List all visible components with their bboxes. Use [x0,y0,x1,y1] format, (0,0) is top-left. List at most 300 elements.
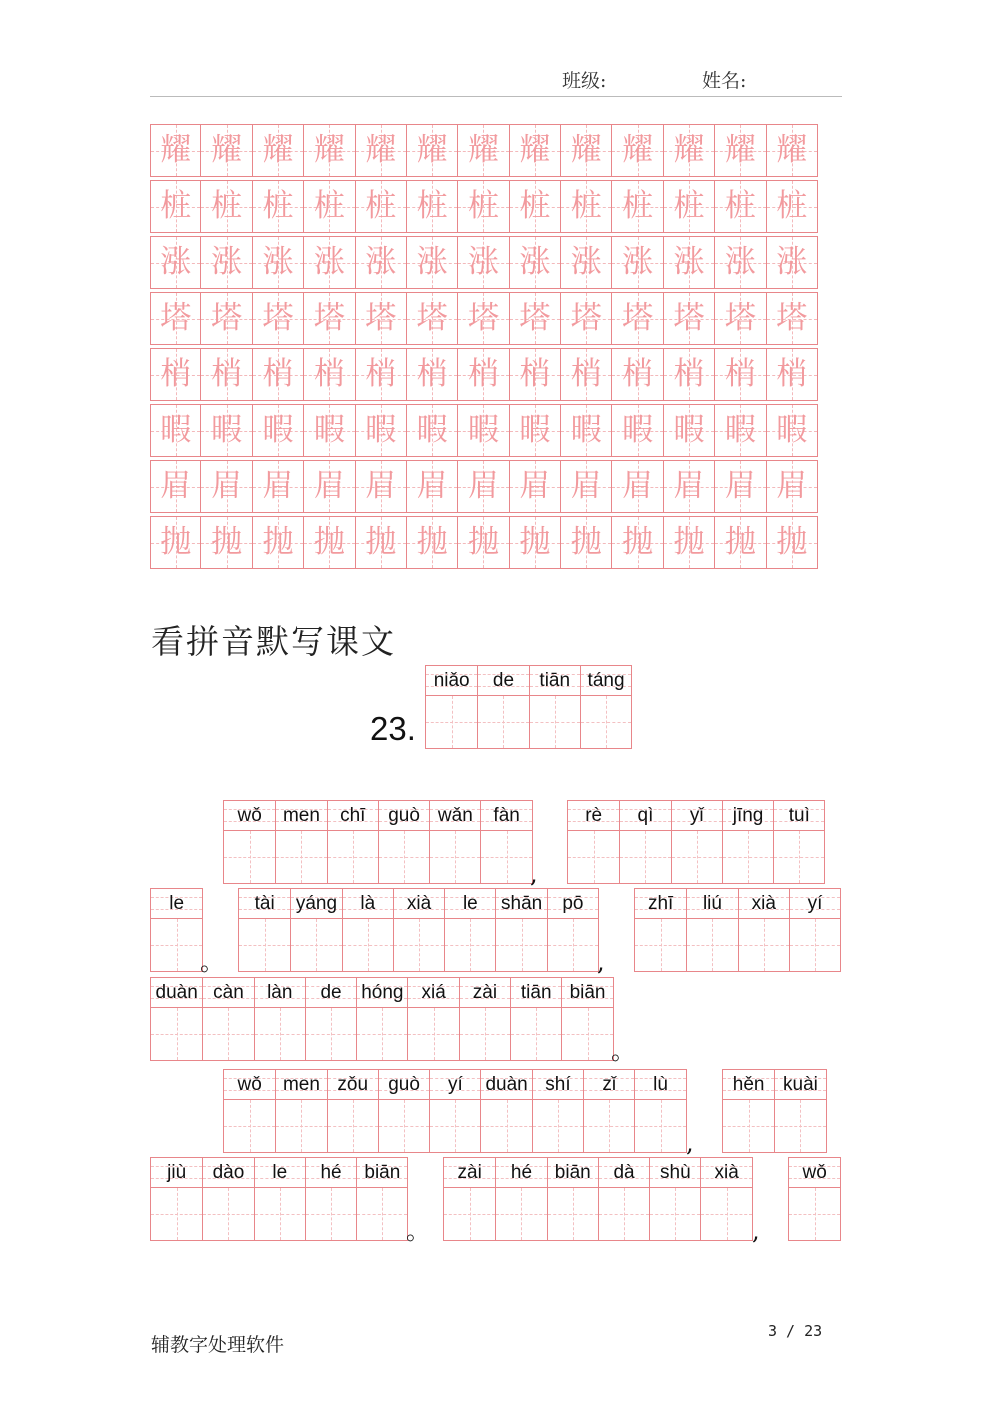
tracing-character: 抛 [160,524,192,560]
pinyin-text: wǎn [437,804,473,826]
pinyin-cell [480,801,531,883]
writing-box[interactable] [343,919,393,971]
tracing-character: 耀 [262,132,294,168]
practice-cell[interactable] [201,236,252,289]
practice-cell[interactable] [767,404,818,457]
pinyin-label [379,801,429,831]
writing-box[interactable] [224,1100,275,1152]
tracing-character: 桩 [211,188,243,224]
practice-cell[interactable] [356,348,407,401]
practice-cell[interactable] [458,404,509,457]
dictation-block [443,1157,753,1241]
writing-box[interactable] [328,1100,378,1152]
pinyin-cell [305,978,356,1060]
practice-cell[interactable] [767,124,818,177]
pinyin-text: chī [340,804,366,826]
practice-cell[interactable] [150,460,201,513]
pinyin-label [357,1158,407,1188]
practice-cell[interactable] [612,516,663,569]
pinyin-text: le [462,892,478,914]
writing-box[interactable] [568,831,619,883]
tracing-character: 眉 [467,468,499,504]
tracing-character: 涨 [673,244,705,280]
tracing-character: 暇 [416,412,448,448]
writing-box[interactable] [357,1188,407,1240]
practice-cell[interactable] [253,180,304,233]
tracing-character: 耀 [570,132,602,168]
pinyin-text: duàn [155,981,198,1003]
practice-cell[interactable] [201,348,252,401]
tracing-character: 梢 [211,356,243,392]
practice-cell[interactable] [612,292,663,345]
practice-cell[interactable] [253,124,304,177]
tracing-character: 眉 [262,468,294,504]
tracing-character: 抛 [313,524,345,560]
pinyin-label [530,666,580,696]
pinyin-text: zài [457,1161,482,1183]
writing-box[interactable] [701,1188,751,1240]
tracing-character: 暇 [776,412,808,448]
pinyin-cell [723,1070,774,1152]
writing-box[interactable] [530,696,580,748]
tracing-character: 涨 [467,244,499,280]
pinyin-label [562,978,612,1008]
writing-box[interactable] [790,919,840,971]
pinyin-label [496,889,546,919]
tracing-character: 塔 [570,300,602,336]
tracing-character: 桩 [365,188,397,224]
writing-box[interactable] [562,1008,612,1060]
practice-cell[interactable] [304,292,355,345]
practice-cell[interactable] [407,124,458,177]
pinyin-label [394,889,444,919]
writing-box[interactable] [203,1188,253,1240]
tracing-character: 梢 [262,356,294,392]
practice-cell[interactable] [356,236,407,289]
pinyin-cell [635,889,686,971]
pinyin-text: de [492,669,515,691]
writing-box[interactable] [739,919,789,971]
writing-box[interactable] [533,1100,583,1152]
writing-box[interactable] [650,1188,700,1240]
practice-cell[interactable] [304,516,355,569]
tracing-character: 桩 [776,188,808,224]
practice-cell[interactable] [664,348,715,401]
dictation-block [150,888,203,972]
practice-cell[interactable] [150,236,201,289]
writing-box[interactable] [548,919,598,971]
practice-cell[interactable] [715,404,766,457]
dictation-block [567,800,825,884]
dictation-block [634,888,841,972]
pinyin-cell [429,1070,480,1152]
practice-cell[interactable] [253,460,304,513]
practice-cell[interactable] [715,292,766,345]
pinyin-text: wǒ [237,804,262,826]
writing-box[interactable] [635,919,686,971]
pinyin-label [739,889,789,919]
pinyin-label [239,889,290,919]
writing-box[interactable] [357,1008,407,1060]
tracing-character: 抛 [724,524,756,560]
practice-cell[interactable] [407,180,458,233]
practice-cell[interactable] [304,180,355,233]
tracing-character: 桩 [160,188,192,224]
practice-cell[interactable] [561,292,612,345]
tracing-character: 暇 [467,412,499,448]
practice-cell[interactable] [664,124,715,177]
tracing-character: 眉 [211,468,243,504]
writing-box[interactable] [394,919,444,971]
practice-cell[interactable] [612,236,663,289]
practice-cell[interactable] [664,292,715,345]
pinyin-label [430,1070,480,1100]
dictation-block [150,1157,408,1241]
pinyin-label [635,1070,685,1100]
pinyin-text: men [282,1073,320,1095]
practice-cell[interactable] [458,516,509,569]
tracing-character: 耀 [724,132,756,168]
writing-box[interactable] [379,831,429,883]
practice-cell[interactable] [150,124,201,177]
practice-cell[interactable] [150,516,201,569]
pinyin-text: là [360,892,376,914]
practice-cell[interactable] [201,516,252,569]
tracing-character: 梢 [467,356,499,392]
practice-cell[interactable] [715,236,766,289]
writing-box[interactable] [548,1188,598,1240]
pinyin-cell [480,1070,531,1152]
pinyin-label [203,978,253,1008]
practice-cell[interactable] [561,404,612,457]
practice-cell[interactable] [510,348,561,401]
practice-cell[interactable] [150,180,201,233]
practice-cell[interactable] [664,236,715,289]
pinyin-text: yáng [295,892,338,914]
writing-box[interactable] [687,919,737,971]
writing-box[interactable] [426,696,477,748]
practice-cell[interactable] [407,348,458,401]
pinyin-cell [407,978,458,1060]
pinyin-text: dà [613,1161,635,1183]
practice-cell[interactable] [253,292,304,345]
practice-cell[interactable] [407,516,458,569]
practice-cell[interactable] [304,348,355,401]
practice-cell[interactable] [458,236,509,289]
practice-row [150,516,818,569]
practice-cell[interactable] [458,292,509,345]
practice-cell[interactable] [767,460,818,513]
tracing-character: 耀 [416,132,448,168]
practice-cell[interactable] [407,404,458,457]
pinyin-cell [568,801,619,883]
pinyin-cell [789,889,840,971]
writing-box[interactable] [430,831,480,883]
writing-box[interactable] [723,1100,774,1152]
tracing-character: 桩 [622,188,654,224]
pinyin-cell [583,1070,634,1152]
pinyin-label [790,889,840,919]
writing-box[interactable] [203,1008,253,1060]
practice-cell[interactable] [510,180,561,233]
practice-cell[interactable] [356,516,407,569]
practice-cell[interactable] [561,516,612,569]
practice-row [150,404,818,457]
tracing-character: 涨 [160,244,192,280]
tracing-character: 梢 [313,356,345,392]
pinyin-label [650,1158,700,1188]
practice-cell[interactable] [201,460,252,513]
pinyin-label [430,801,480,831]
writing-box[interactable] [460,1008,510,1060]
writing-box[interactable] [276,1100,326,1152]
pinyin-text: le [169,892,185,914]
practice-cell[interactable] [510,236,561,289]
writing-box[interactable] [151,1008,202,1060]
practice-cell[interactable] [612,404,663,457]
writing-box[interactable] [408,1008,458,1060]
writing-box[interactable] [511,1008,561,1060]
practice-cell[interactable] [612,460,663,513]
practice-cell[interactable] [150,348,201,401]
pinyin-text: wǒ [802,1161,827,1183]
tracing-character: 梢 [160,356,192,392]
writing-box[interactable] [723,831,773,883]
tracing-character: 耀 [622,132,654,168]
pinyin-label [460,978,510,1008]
pinyin-cell [356,1158,407,1240]
writing-box[interactable] [635,1100,685,1152]
tracing-character: 眉 [519,468,551,504]
pinyin-label [255,1158,305,1188]
pinyin-text: xià [406,892,432,914]
pinyin-cell [700,1158,751,1240]
practice-cell[interactable] [458,348,509,401]
pinyin-cell [495,889,546,971]
tracing-character: 塔 [160,300,192,336]
pinyin-label [255,978,305,1008]
tracing-character: 梢 [724,356,756,392]
practice-cell[interactable] [767,180,818,233]
pinyin-text: biān [554,1161,591,1183]
writing-box[interactable] [151,919,202,971]
pinyin-text: guò [388,1073,420,1095]
pinyin-label [599,1158,649,1188]
writing-box[interactable] [599,1188,649,1240]
pinyin-cell [580,666,631,748]
practice-cell[interactable] [561,460,612,513]
practice-cell[interactable] [253,516,304,569]
writing-box[interactable] [255,1008,305,1060]
practice-cell[interactable] [304,124,355,177]
writing-box[interactable] [224,831,275,883]
writing-box[interactable] [581,696,631,748]
practice-cell[interactable] [253,236,304,289]
tracing-character: 暇 [519,412,551,448]
writing-box[interactable] [478,696,528,748]
practice-cell[interactable] [201,404,252,457]
pinyin-cell [429,801,480,883]
practice-cell[interactable] [304,236,355,289]
tracing-character: 涨 [262,244,294,280]
class-label: 班级: [562,70,607,92]
tracing-character: 暇 [160,412,192,448]
writing-box[interactable] [584,1100,634,1152]
practice-cell[interactable] [201,124,252,177]
practice-cell[interactable] [612,348,663,401]
writing-box[interactable] [151,1188,202,1240]
practice-cell[interactable] [767,292,818,345]
practice-cell[interactable] [150,404,201,457]
practice-cell[interactable] [510,516,561,569]
dictation-block [788,1157,841,1241]
practice-cell[interactable] [561,236,612,289]
practice-cell[interactable] [458,460,509,513]
dictation-block [238,888,599,972]
practice-cell[interactable] [715,180,766,233]
writing-box[interactable] [379,1100,429,1152]
pinyin-text: tài [254,892,275,914]
tracing-character: 暇 [724,412,756,448]
practice-cell[interactable] [407,460,458,513]
writing-box[interactable] [430,1100,480,1152]
practice-cell[interactable] [561,180,612,233]
practice-cell[interactable] [304,460,355,513]
pinyin-cell [598,1158,649,1240]
punctuation-comma: , [530,860,538,888]
practice-cell[interactable] [715,348,766,401]
practice-cell[interactable] [407,292,458,345]
practice-cell[interactable] [715,124,766,177]
tracing-character: 涨 [622,244,654,280]
writing-box[interactable] [789,1188,840,1240]
pinyin-label [306,978,356,1008]
practice-cell[interactable] [664,460,715,513]
pinyin-text: zǒu [337,1073,369,1095]
pinyin-cell [254,978,305,1060]
tracing-character: 抛 [673,524,705,560]
tracing-character: 梢 [673,356,705,392]
practice-cell[interactable] [561,348,612,401]
pinyin-cell [529,666,580,748]
practice-cell[interactable] [767,236,818,289]
practice-cell[interactable] [715,516,766,569]
practice-cell[interactable] [510,292,561,345]
writing-box[interactable] [445,919,495,971]
practice-cell[interactable] [715,460,766,513]
pinyin-text: shù [660,1161,691,1183]
practice-cell[interactable] [510,404,561,457]
writing-box[interactable] [496,919,546,971]
tracing-character: 抛 [467,524,499,560]
writing-box[interactable] [496,1188,546,1240]
practice-cell[interactable] [407,236,458,289]
practice-cell[interactable] [356,180,407,233]
writing-box[interactable] [276,831,326,883]
pinyin-cell [495,1158,546,1240]
tracing-character: 抛 [262,524,294,560]
pinyin-label [789,1158,840,1188]
tracing-character: 梢 [570,356,602,392]
practice-cell[interactable] [612,180,663,233]
practice-cell[interactable] [664,180,715,233]
writing-box[interactable] [481,831,531,883]
tracing-character: 桩 [724,188,756,224]
writing-box[interactable] [306,1188,356,1240]
practice-cell[interactable] [201,180,252,233]
tracing-character: 暇 [622,412,654,448]
practice-cell[interactable] [612,124,663,177]
writing-box[interactable] [775,1100,825,1152]
practice-cell[interactable] [664,404,715,457]
writing-box[interactable] [239,919,290,971]
pinyin-text: biān [364,1161,401,1183]
writing-box[interactable] [672,831,722,883]
tracing-character: 桩 [313,188,345,224]
tracing-character: 耀 [673,132,705,168]
pinyin-text: tiān [539,669,571,691]
writing-box[interactable] [481,1100,531,1152]
practice-cell[interactable] [767,516,818,569]
pinyin-cell [393,889,444,971]
pinyin-text: táng [587,669,625,691]
pinyin-cell [305,1158,356,1240]
tracing-character: 耀 [160,132,192,168]
writing-box[interactable] [255,1188,305,1240]
pinyin-cell [426,666,477,748]
writing-box[interactable] [306,1008,356,1060]
practice-cell[interactable] [356,292,407,345]
practice-row [150,292,818,345]
practice-cell[interactable] [356,460,407,513]
dictation-block [722,1069,827,1153]
practice-cell[interactable] [458,180,509,233]
tracing-character: 塔 [262,300,294,336]
pinyin-cell [151,1158,202,1240]
pinyin-label [548,889,598,919]
pinyin-label [568,801,619,831]
practice-cell[interactable] [304,404,355,457]
writing-box[interactable] [620,831,670,883]
practice-cell[interactable] [510,460,561,513]
tracing-character: 涨 [724,244,756,280]
pinyin-cell [327,801,378,883]
writing-box[interactable] [774,831,824,883]
practice-cell[interactable] [356,124,407,177]
tracing-character: 桩 [570,188,602,224]
punctuation-comma: , [597,948,605,976]
writing-box[interactable] [444,1188,495,1240]
practice-cell[interactable] [253,348,304,401]
practice-cell[interactable] [664,516,715,569]
practice-cell[interactable] [356,404,407,457]
tracing-character: 暇 [211,412,243,448]
pinyin-cell [224,801,275,883]
practice-cell[interactable] [201,292,252,345]
practice-cell[interactable] [253,404,304,457]
practice-cell[interactable] [510,124,561,177]
pinyin-label [723,801,773,831]
writing-box[interactable] [291,919,341,971]
practice-cell[interactable] [767,348,818,401]
practice-cell[interactable] [458,124,509,177]
tracing-character: 暇 [570,412,602,448]
practice-cell[interactable] [150,292,201,345]
writing-box[interactable] [328,831,378,883]
tracing-character: 塔 [211,300,243,336]
pinyin-cell [619,801,670,883]
practice-cell[interactable] [561,124,612,177]
